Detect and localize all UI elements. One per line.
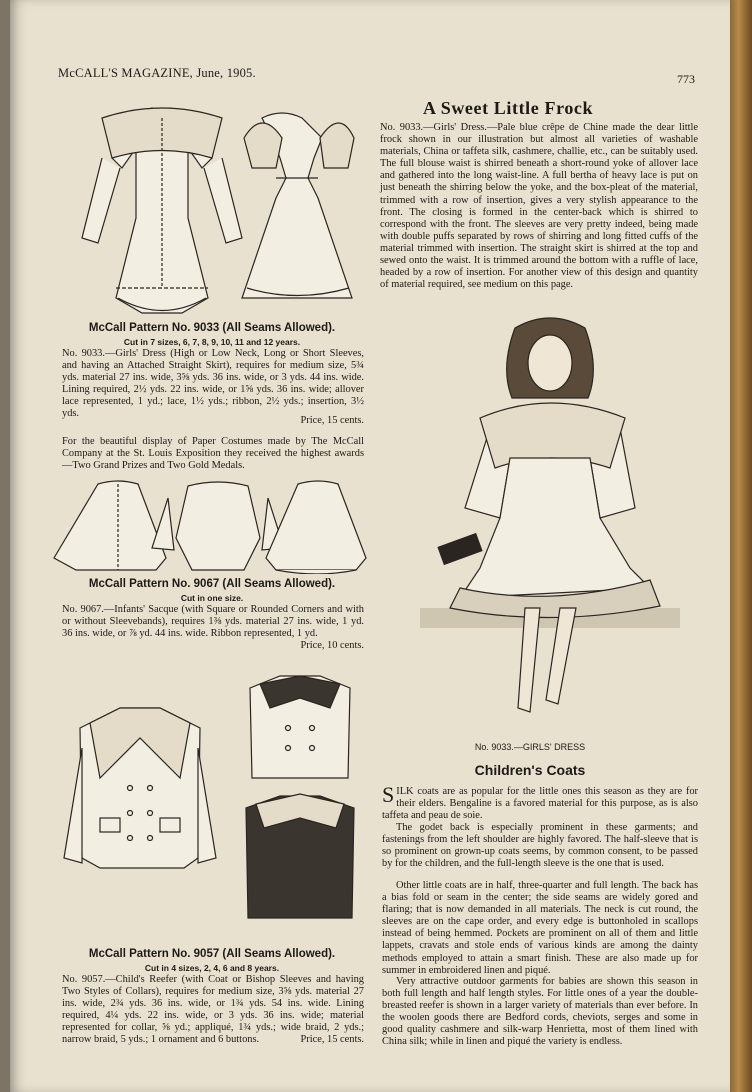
pattern-9067-title: McCall Pattern No. 9067 (All Seams Allowed). — [88, 578, 336, 590]
pattern-9057-sizes: Cut in 4 sizes, 2, 4, 6 and 8 years. — [144, 963, 280, 973]
pattern-9033-description: No. 9033.—Girls' Dress (High or Low Neck, Long or Short Sleeves, and having an Attached Straight Skirt), requires for medium size, 5¾ yds. material 27 ins. wide, 3⅝ yds. 36 ins. wide, or 3 yds. 44 ins. wide. Lining required, 2½ yds. 22 ins. wide, or 1⅝ yds. 36 ins. wide; allover lace represented, 1 yd.; lace, 1½ yds.; ribbon, 2½ yds.; insertion, 3½ yds. — [62, 348, 364, 420]
exposition-note: For the beautiful display of Paper Costumes made by The McCall Company at the St. Louis Exposition they received the highest awards—Two Grand Prizes and Two Gold Medals. — [62, 436, 364, 472]
girl-in-dress-illustration — [420, 308, 680, 738]
coats-paragraph-4: Very attractive outdoor garments for babies are shown this season in both full length and half length styles. For little ones of a year the double-breasted reefer is shown in a larger variety of materials than ever before. In the woolen goods there are Bedford cords, cheviots, serges and some in good quality cashmere and silk-warp Henrietta, most of them lined with China silk; while in linen and piqué the variety is endless. — [382, 976, 698, 1048]
pattern-9057-price: Price, 15 cents. — [300, 1034, 364, 1045]
girl-dress-caption: No. 9033.—GIRLS' DRESS — [474, 742, 586, 752]
frock-description: No. 9033.—Girls' Dress.—Pale blue crêpe de Chine made the dear little frock shown in our illustration but almost all varieties of washable materials, China or taffeta silk, cashmere, challie, etc., can be suitably used. The full blouse waist is shirred beneath a short-round yoke of allover lace and gathered into the long waist-line. A full bertha of heavy lace is put on just beneath the shirring below the yoke, and the box-pleat of the material, trimmed with a row of insertion, gives a very stylish appearance to the front. The closing is formed in the center-back which is shirred to correspond with the front. The sleeves are very pretty indeed, being made with double puffs separated by rows of shirring and long fitted cuffs of the material trimmed with insertion. The straight skirt is shirred at the top and sewed onto the waist. It is trimmed around the bottom with a ruffle of lace, headed by a row of insertion. For another view of this design and quantity of material required, see medium on this page. — [380, 122, 698, 291]
pattern-9033-price: Price, 15 cents. — [300, 415, 364, 426]
coats-paragraph-3: Other little coats are in half, three-quarter and full length. The back has a bias fold or seam in the center; the side seams are widely gored and flaring; that is now demanded in all materials. The neck is cut round, the sleeves are on the cape order, and every edge is buttonholed in scallops instead of being hemmed. Pockets are prominent on all of them and little lappets, cravats and stole ends of various kinds are among the dainty methods employed to attain a smart finish. These are also made up for summer in embroidered linen and piqué. — [382, 880, 698, 976]
pattern-9067-description: No. 9067.—Infants' Sacque (with Square or Rounded Corners and with or without Sleevebands), requires 1⅜ yds. material 27 ins. wide, 1 yd. 36 ins. wide, or ⅞ yd. 44 ins. wide. Ribbon represented, 1 yd. — [62, 604, 364, 640]
pattern-9067-price: Price, 10 cents. — [300, 640, 364, 651]
page-number: 773 — [677, 72, 695, 86]
reefer-9057-illustration — [60, 668, 360, 930]
pattern-9067-sizes: Cut in one size. — [180, 593, 244, 603]
dress-9033-illustration — [62, 98, 362, 320]
coats-paragraph-2: The godet back is especially prominent in these garments; and fastenings from the left shoulder are highly favored. The half-sleeve that is so prominent on grown-up coats seems, by common consent, to be passed by for the children, and the full-length sleeve is the one that is used. — [382, 822, 698, 870]
pattern-9057-description: No. 9057.—Child's Reefer (with Coat or Bishop Sleeves and having Two Styles of Collars), requires for medium size, 3⅝ yds. material 27 ins. wide, 2¾ yds. 36 ins. wide, or 1¾ yds. 54 ins. wide. Lining required, 4¼ yds. 22 ins. wide, or 3 yds. 36 ins. wide; material represented for collar, ⅝ yd.; appliqué, 1¾ yds.; wide braid, 2 yds.; narrow braid, 5 yds.; 1 ornament and 6 buttons. — [62, 974, 364, 1046]
childrens-coats-title: Children's Coats — [474, 762, 586, 778]
page-edge — [730, 0, 752, 1092]
frock-title: A Sweet Little Frock — [423, 98, 594, 118]
pattern-9033-sizes: Cut in 7 sizes, 6, 7, 8, 9, 10, 11 and 12 years. — [123, 337, 301, 347]
drop-cap: S — [382, 782, 395, 807]
pattern-9057-title: McCall Pattern No. 9057 (All Seams Allowed). — [88, 948, 336, 960]
running-header: McCALL'S MAGAZINE, June, 1905. — [58, 66, 256, 80]
sacque-9067-illustration — [48, 478, 378, 574]
pattern-9033-title: McCall Pattern No. 9033 (All Seams Allowed). — [88, 322, 336, 334]
coats-paragraph-1: SILK coats are as popular for the little ones this season as they are for their elders. Bengaline is a favored material for this purpose, as is also taffeta and peau de soie. — [382, 782, 698, 822]
